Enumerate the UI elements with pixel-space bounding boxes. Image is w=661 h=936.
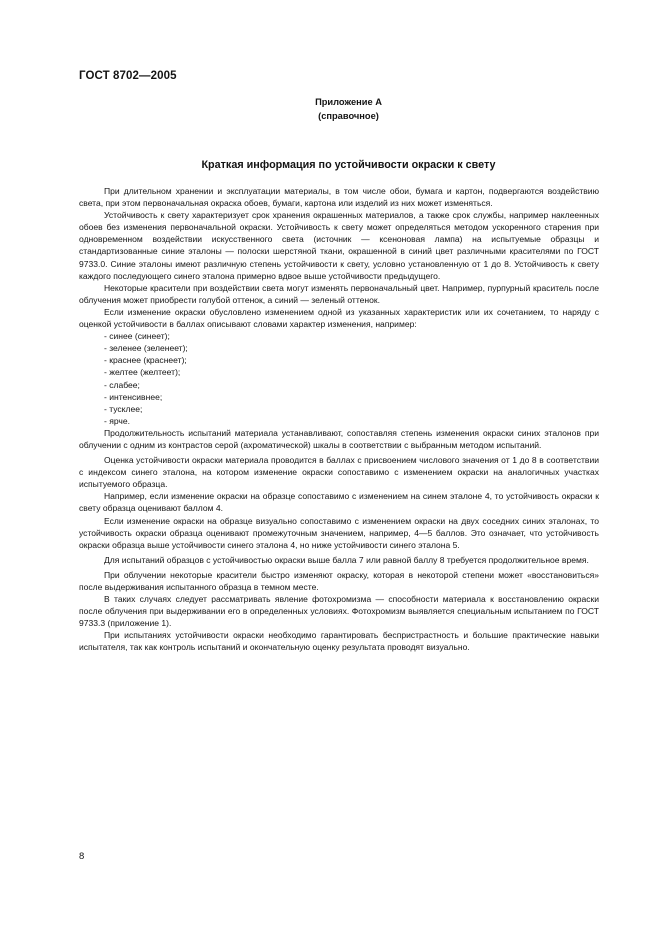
list-item: - тусклее; [104,403,143,414]
paragraph: Устойчивость к свету характеризует срок хранения окрашенных материалов, а также срок службы, например наклеенных обоев без изменения первоначальной окраски. Устойчивость к свету может определяться методом ускоренного старения при одновременном воздействии искусственного света (источник — ксеноновая лампа) на испытуемые образцы и стандартизованные синие эталоны — полоски шерстяной ткани, окрашенной в синий цвет различными красителями по ГОСТ 9733.0. Синие эталоны имеют различную степень устойчивости к свету, условно установленную от 1 до 8. Устойчивость к свету каждого последующего синего эталона примерно вдвое выше устойчивости предыдущего. [79,210,599,281]
list-item: - зеленее (зеленеет); [104,343,188,354]
list-item: - слабее; [104,379,140,390]
paragraph: Если изменение окраски обусловлено изменением одной из указанных характеристик или их сочетанием, то наряду с оценкой устойчивости в баллах описывают словами характер изменения, например: [79,306,599,330]
document-header: ГОСТ 8702—2005 [79,70,177,82]
body-text [79,185,599,654]
paragraph: При длительном хранении и эксплуатации материалы, в том числе обои, бумага и картон, подвергаются воздействию света, при этом первоначальная окраска обоев, бумаги, картона или изделий из них может изменяться. [79,186,599,209]
section-title: Краткая информация по устойчивости окраски к свету [201,159,496,171]
paragraph: Продолжительность испытаний материала устанавливают, сопоставляя степень изменения окраски синих эталонов при облучении с одним из контрастов серой (ахроматической) шкалы в соответствии с выбранным методом испытаний. [79,427,599,450]
paragraph: В таких случаях следует рассматривать явление фотохромизма — способности материала к восстановлению окраски после облучения при выдерживании его в определенных условиях. Фотохромизм выявляется специальным испытанием по ГОСТ 9733.3 (приложение 1). [79,594,599,629]
list-item: - краснее (краснеет); [104,355,187,366]
paragraph: Если изменение окраски на образце визуально сопоставимо с изменением окраски на двух соседних синих эталонах, то устойчивость окраски образца оценивают промежуточным значением, например, 4—5 баллов. Это означает, что устойчивость окраски образца выше устойчивости синего эталона 4, но ниже устойчивости синего эталона 5. [79,515,599,550]
list-item: - интенсивнее; [104,391,163,402]
list-item: - ярче. [104,415,130,426]
paragraph: Для испытаний образцов с устойчивостью окраски выше балла 7 или равной баллу 8 требуется продолжительное время. [104,554,589,565]
paragraph: Оценка устойчивости окраски материала проводится в баллах с присвоением числового значения от 1 до 8 в соответствии с индексом синего эталона, на котором изменение окраски сопоставимо с изменением окраски на аналогичных участках испытуемого образца. [79,455,599,490]
paragraph: Например, если изменение окраски на образце сопоставимо с изменением на синем эталоне 4, то устойчивость окраски к свету образца оценивают баллом 4. [79,491,599,514]
page-number: 8 [79,851,85,862]
paragraph: Некоторые красители при воздействии света могут изменять первоначальный цвет. Например, пурпурный краситель после облучения может приобрести голубой оттенок, а синий — зеленый оттенок. [79,282,599,305]
appendix-note: (справочное) [318,111,379,121]
paragraph: При испытаниях устойчивости окраски необходимо гарантировать беспристрастность и большие практические навыки испытателя, так как контроль испытаний и окончательную оценку результата проводят визуально. [79,630,599,653]
list-item: - желтее (желтеет); [104,367,181,378]
appendix-label: Приложение А [315,97,382,107]
paragraph: При облучении некоторые красители быстро изменяют окраску, которая в некоторой степени может «восстановиться» после выдерживания испытанного образца в темном месте. [79,569,599,592]
list-item: - синее (синеет); [104,331,170,342]
